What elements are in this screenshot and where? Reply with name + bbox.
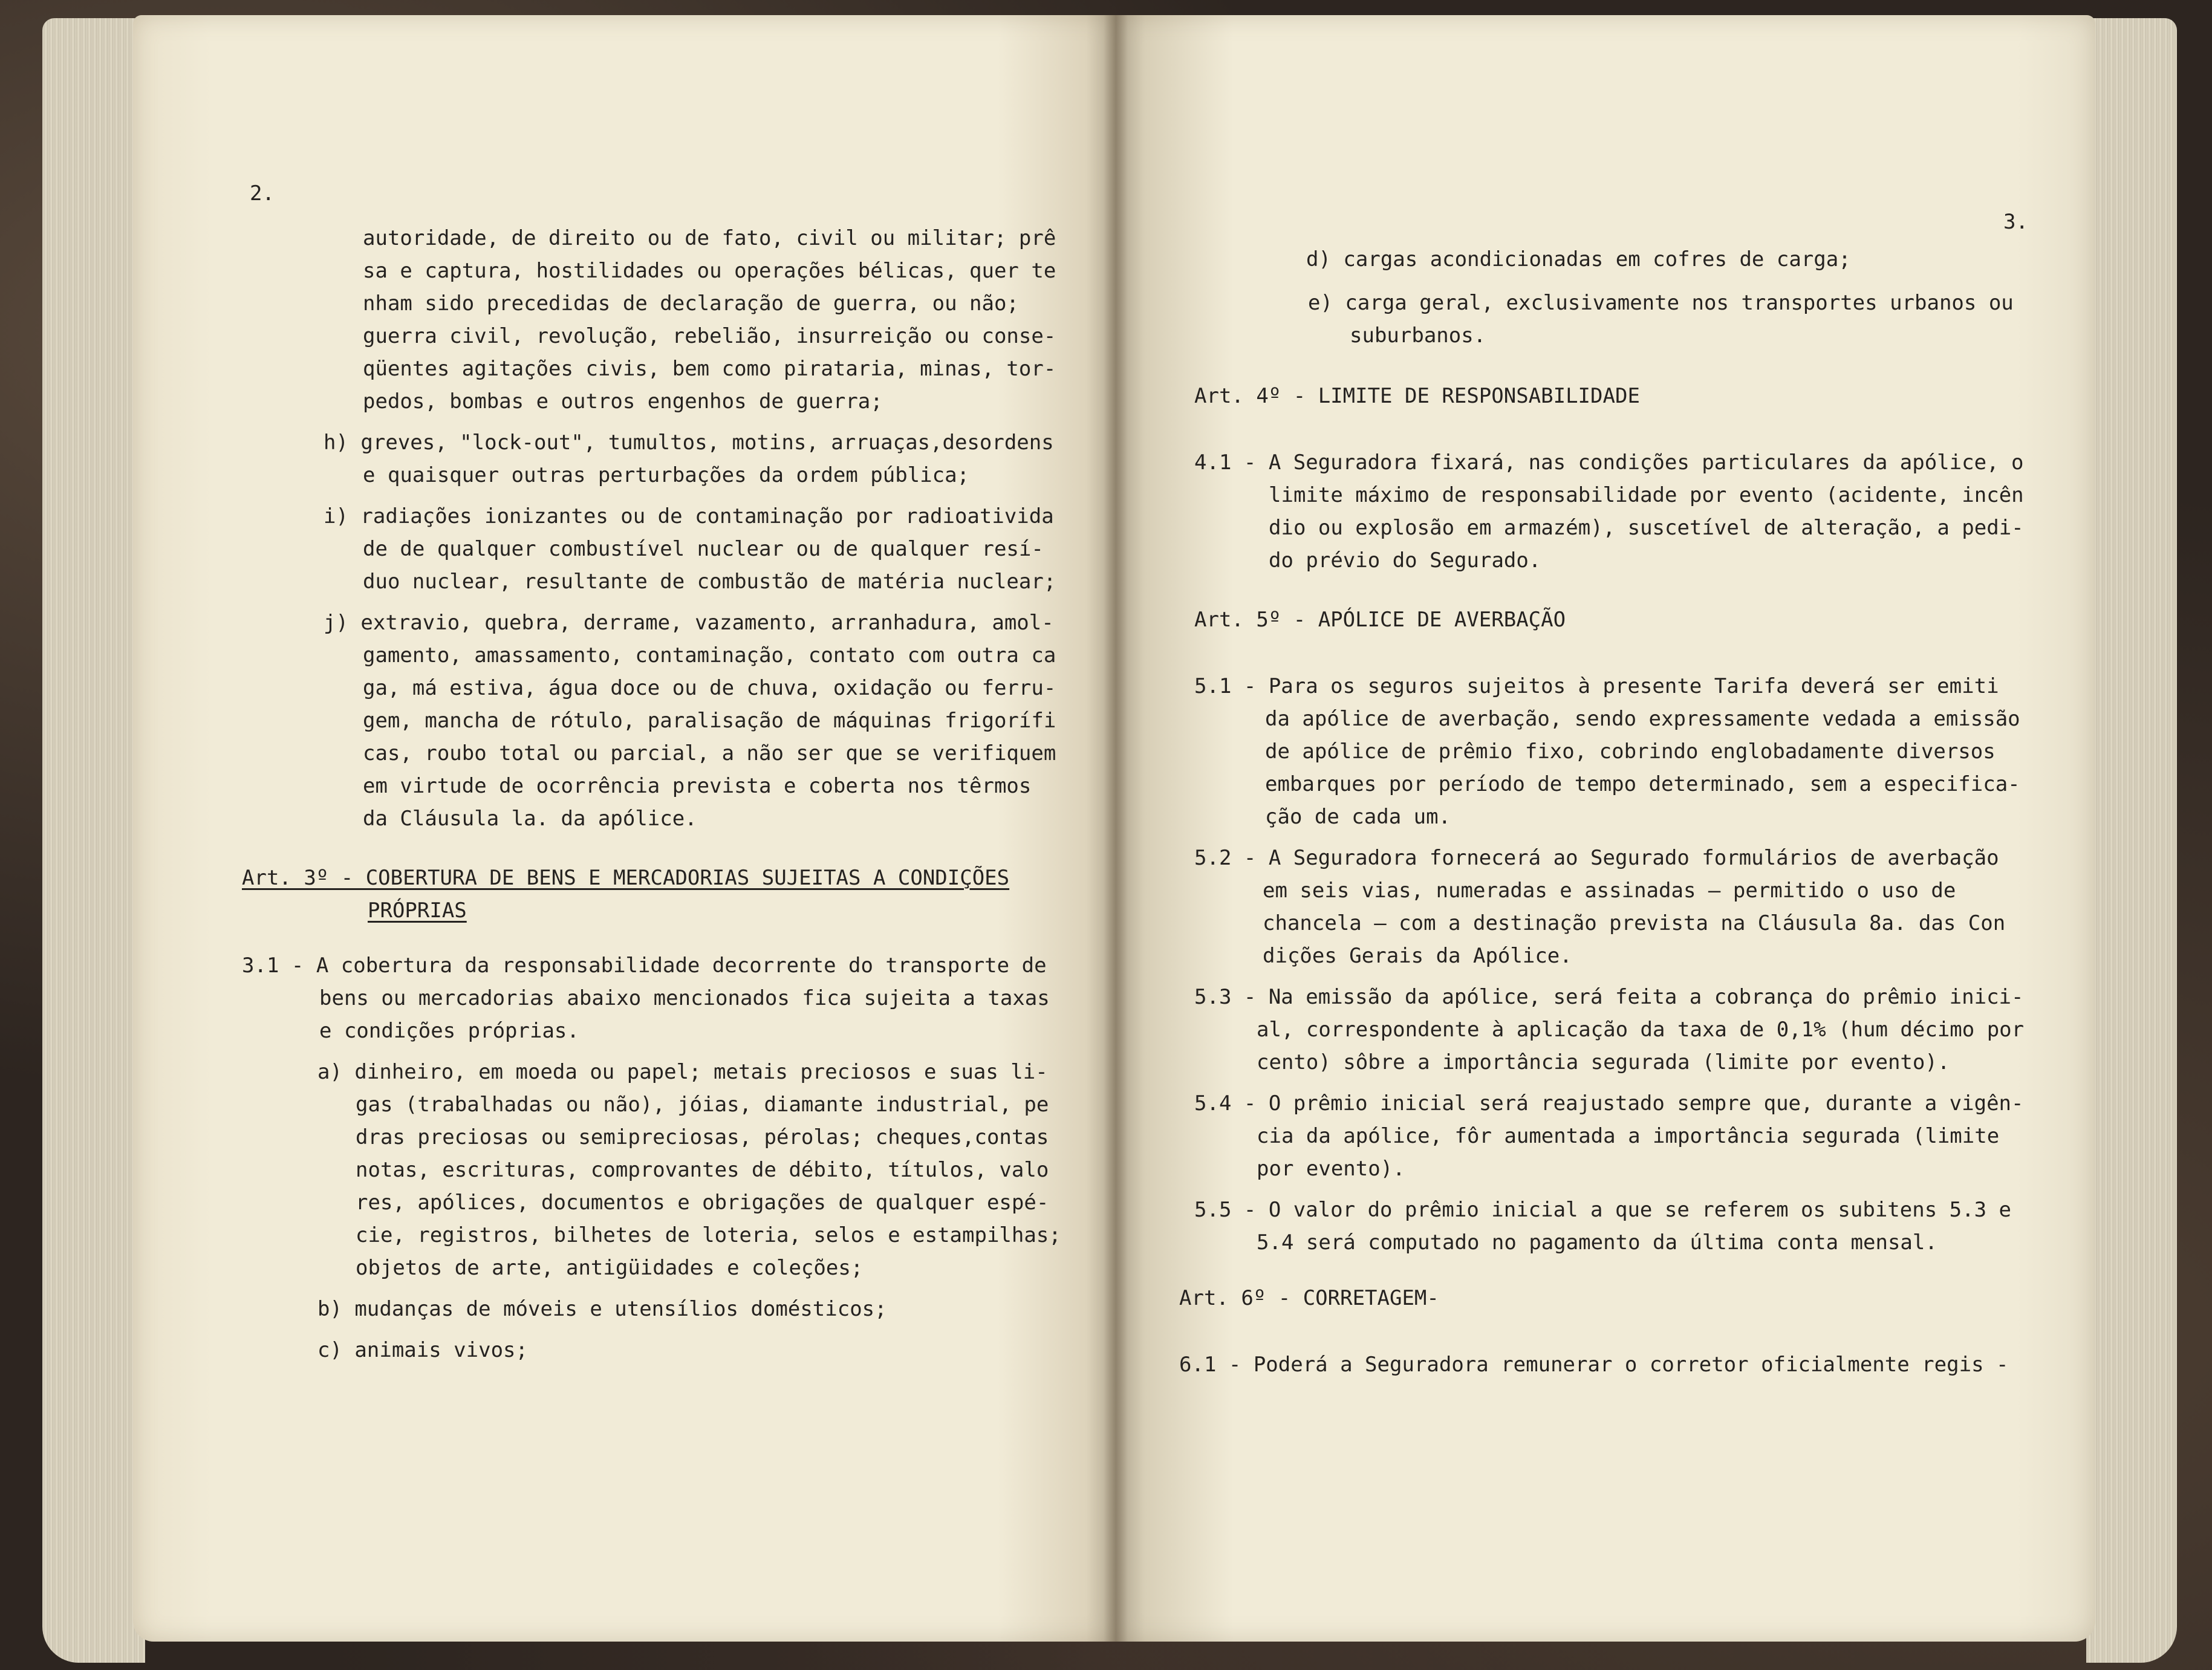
text-line: cie, registros, bilhetes de loteria, selos e estampilhas; [356, 1223, 1061, 1247]
text-line: cas, roubo total ou parcial, a não ser que se verifiquem [363, 741, 1056, 765]
text-line: ga, má estiva, água doce ou de chuva, oxidação ou ferru- [363, 676, 1056, 700]
text-line: em virtude de ocorrência prevista e coberta nos têrmos [363, 774, 1032, 798]
text-line: bens ou mercadorias abaixo mencionados fica sujeita a taxas [319, 986, 1050, 1010]
text-line: dras preciosas ou semipreciosas, pérolas; cheques,contas [356, 1125, 1049, 1149]
text-line: 5.4 será computado no pagamento da última conta mensal. [1257, 1230, 1937, 1255]
list-item-d: d) cargas acondicionadas em cofres de carga; [1306, 247, 1851, 271]
text-line: cia da apólice, fôr aumentada a importância segurada (limite [1257, 1124, 2000, 1148]
list-item-i: i) radiações ionizantes ou de contaminação por radioativida [324, 504, 1054, 528]
text-line: por evento). [1257, 1157, 1405, 1181]
text-line: dio ou explosão em armazém), suscetível de alteração, a pedi- [1269, 516, 2024, 540]
text-line: e quaisquer outras perturbações da ordem pública; [363, 463, 970, 487]
clause-6-1: 6.1 - Poderá a Seguradora remunerar o corretor oficialmente regis - [1179, 1353, 2009, 1377]
clause-4-1: 4.1 - A Seguradora fixará, nas condições particulares da apólice, o [1194, 450, 2024, 475]
list-item-e: e) carga geral, exclusivamente nos transportes urbanos ou [1308, 291, 2014, 315]
text-line: chancela — com a destinação prevista na Cláusula 8a. das Con [1263, 911, 2006, 935]
text-line: gamento, amassamento, contaminação, contato com outra ca [363, 643, 1056, 668]
clause-3-1: 3.1 - A cobertura da responsabilidade decorrente do transporte de [242, 954, 1047, 978]
list-item-c: c) animais vivos; [317, 1338, 528, 1362]
text-line: de apólice de prêmio fixo, cobrindo englobadamente diversos [1265, 739, 1996, 764]
text-line: ção de cada um. [1265, 805, 1451, 829]
text-line: gem, mancha de rótulo, paralisação de máquinas frigorífi [363, 709, 1056, 733]
text-line: embarques por período de tempo determinado, sem a especifica- [1265, 772, 2020, 796]
clause-5-1: 5.1 - Para os seguros sujeitos à presente Tarifa deverá ser emiti [1194, 674, 1999, 698]
text-line: autoridade, de direito ou de fato, civil ou militar; prê [363, 226, 1056, 250]
list-item-h: h) greves, "lock-out", tumultos, motins, arruaças,desordens [324, 430, 1054, 455]
list-item-a: a) dinheiro, em moeda ou papel; metais preciosos e suas li- [317, 1060, 1048, 1084]
text-line: dições Gerais da Apólice. [1263, 944, 1572, 968]
text-line: suburbanos. [1350, 323, 1486, 348]
right-page-block-edge [2086, 18, 2177, 1663]
clause-5-4: 5.4 - O prêmio inicial será reajustado sempre que, durante a vigên- [1194, 1091, 2024, 1116]
list-item-b: b) mudanças de móveis e utensílios domésticos; [317, 1297, 887, 1321]
text-line: limite máximo de responsabilidade por evento (acidente, incên [1269, 483, 2024, 507]
left-page-number: 2. [250, 181, 275, 206]
list-item-j: j) extravio, quebra, derrame, vazamento, arranhadura, amol- [324, 611, 1054, 635]
text-line: notas, escrituras, comprovantes de débito, títulos, valo [356, 1158, 1049, 1182]
text-line: pedos, bombas e outros engenhos de guerra; [363, 389, 883, 414]
text-line: da apólice de averbação, sendo expressamente vedada a emissão [1265, 707, 2020, 731]
text-line: cento) sôbre a importância segurada (limite por evento). [1257, 1050, 1950, 1074]
text-line: objetos de arte, antigüidades e coleções; [356, 1256, 864, 1280]
right-page-number: 3. [2003, 210, 2028, 234]
clause-5-5: 5.5 - O valor do prêmio inicial a que se referem os subitens 5.3 e [1194, 1198, 2012, 1222]
article-3-heading: Art. 3º - COBERTURA DE BENS E MERCADORIAS SUJEITAS A CONDIÇÕES [242, 866, 1010, 890]
text-line: de de qualquer combustível nuclear ou de qualquer resí- [363, 537, 1044, 561]
article-4-heading: Art. 4º - LIMITE DE RESPONSABILIDADE [1194, 384, 1640, 408]
text-line: qüentes agitações civis, bem como pirataria, minas, tor- [363, 357, 1056, 381]
text-line: e condições próprias. [319, 1019, 579, 1043]
clause-5-2: 5.2 - A Seguradora fornecerá ao Segurado formulários de averbação [1194, 846, 1999, 870]
text-line: sa e captura, hostilidades ou operações bélicas, quer te [363, 259, 1056, 283]
text-line: gas (trabalhadas ou não), jóias, diamante industrial, pe [356, 1093, 1049, 1117]
book-gutter [1104, 15, 1128, 1642]
clause-5-3: 5.3 - Na emissão da apólice, será feita a cobrança do prêmio inici- [1194, 985, 2024, 1009]
article-3-heading-cont: PRÓPRIAS [368, 898, 467, 923]
text-line: nham sido precedidas de declaração de guerra, ou não; [363, 291, 1019, 316]
left-page-block-edge [42, 18, 145, 1663]
text-line: guerra civil, revolução, rebelião, insurreição ou conse- [363, 324, 1056, 348]
text-line: da Cláusula la. da apólice. [363, 807, 697, 831]
article-6-heading: Art. 6º - CORRETAGEM- [1179, 1286, 1439, 1310]
article-5-heading: Art. 5º - APÓLICE DE AVERBAÇÃO [1194, 608, 1566, 632]
text-line: em seis vias, numeradas e assinadas — permitido o uso de [1263, 879, 1956, 903]
text-line: res, apólices, documentos e obrigações de qualquer espé- [356, 1191, 1049, 1215]
text-line: duo nuclear, resultante de combustão de matéria nuclear; [363, 570, 1056, 594]
text-line: al, correspondente à aplicação da taxa de 0,1% (hum décimo por [1257, 1018, 2025, 1042]
text-line: do prévio do Segurado. [1269, 548, 1541, 573]
